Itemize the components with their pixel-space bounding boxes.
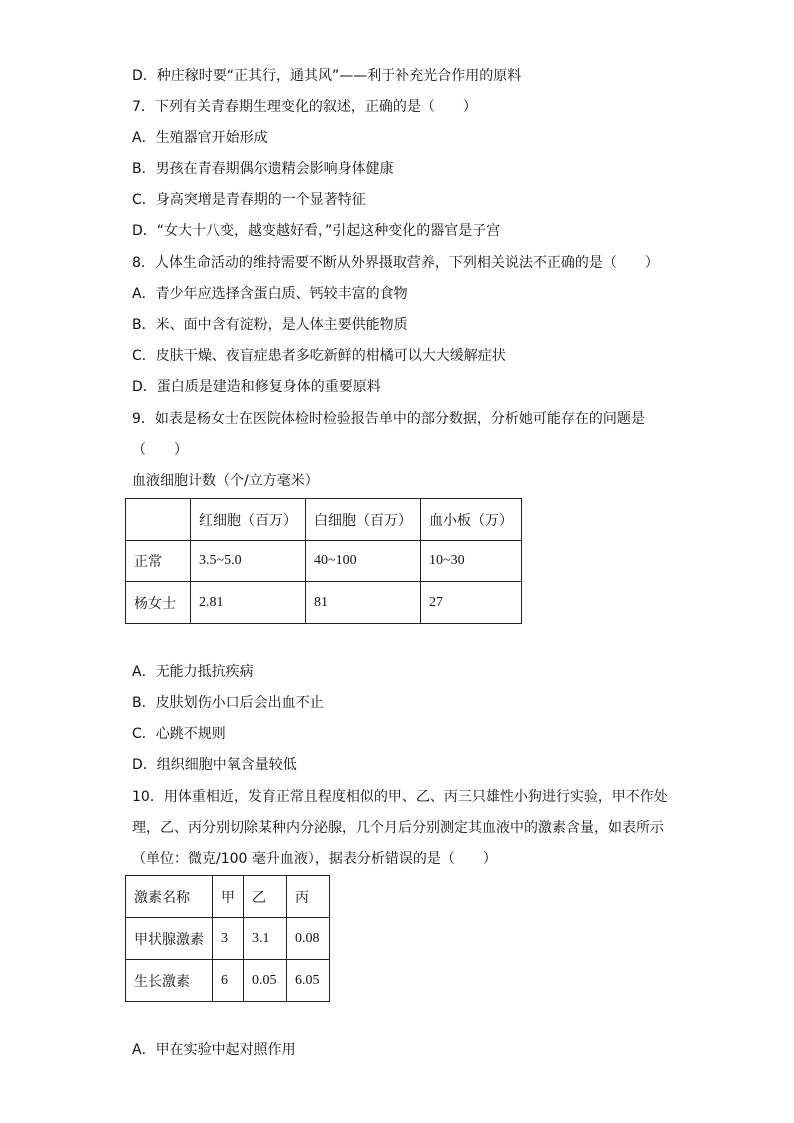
q8-option-a: A．青少年应选择含蛋白质、钙较丰富的食物 [132, 286, 408, 302]
table-cell: 10~30 [421, 541, 522, 582]
q7-option-b: B．男孩在青春期偶尔遗精会影响身体健康 [132, 161, 394, 177]
table-cell: 3.1 [244, 918, 287, 960]
q8-option-b: B．米、面中含有淀粉，是人体主要供能物质 [132, 317, 408, 333]
table-header-cell: 白细胞（百万） [306, 499, 421, 541]
blood-count-table [125, 498, 522, 624]
table-header-cell [126, 499, 191, 541]
q10-stem-line1: 10．用体重相近，发育正常且程度相似的甲、乙、丙三只雄性小狗进行实验，甲不作处 [132, 789, 668, 805]
table-header-cell: 红细胞（百万） [191, 499, 306, 541]
table-header-row [126, 499, 522, 541]
q9-stem-line1: 9．如表是杨女士在医院体检时检验报告单中的部分数据，分析她可能存在的问题是 [132, 411, 645, 427]
table-header-row [126, 876, 330, 918]
q7-option-a: A．生殖器官开始形成 [132, 130, 268, 146]
table-row [126, 918, 330, 960]
hormone-table [125, 875, 330, 1002]
q9-option-a: A．无能力抵抗疾病 [132, 664, 254, 680]
q9-stem-line2: （ ） [132, 442, 188, 458]
q10-stem-line3: （单位：微克/100 毫升血液），据表分析错误的是（ ） [132, 851, 497, 867]
table-header-cell: 激素名称 [126, 876, 213, 918]
q8-option-d: D．蛋白质是建造和修复身体的重要原料 [132, 379, 381, 395]
row-label: 甲状腺激素 [126, 918, 213, 960]
table-cell: 3.5~5.0 [191, 541, 306, 582]
table-row [126, 582, 522, 624]
q8-option-c: C．皮肤干燥、夜盲症患者多吃新鲜的柑橘可以大大缓解症状 [132, 348, 506, 364]
q6-option-d: D．种庄稼时要“正其行，通其风”——利于补充光合作用的原料 [132, 68, 522, 84]
table-header-cell: 血小板（万） [421, 499, 522, 541]
table-cell: 3 [213, 918, 244, 960]
q8-stem: 8．人体生命活动的维持需要不断从外界摄取营养，下列相关说法不正确的是（ ） [132, 255, 659, 271]
table-cell: 40~100 [306, 541, 421, 582]
table-cell: 81 [306, 582, 421, 624]
table-header-cell: 甲 [213, 876, 244, 918]
table-row [126, 960, 330, 1002]
row-label: 杨女士 [126, 582, 191, 624]
table-cell: 0.05 [244, 960, 287, 1002]
table-cell: 6.05 [287, 960, 330, 1002]
q10-option-a: A．甲在实验中起对照作用 [132, 1042, 296, 1058]
table1-caption: 血液细胞计数（个/立方毫米） [132, 473, 319, 489]
q7-option-c: C．身高突增是青春期的一个显著特征 [132, 192, 366, 208]
row-label: 正常 [126, 541, 191, 582]
q9-option-b: B．皮肤划伤小口后会出血不止 [132, 695, 324, 711]
table-cell: 2.81 [191, 582, 306, 624]
row-label: 生长激素 [126, 960, 213, 1002]
table-cell: 6 [213, 960, 244, 1002]
q9-option-c: C．心跳不规则 [132, 726, 226, 742]
table-header-cell: 乙 [244, 876, 287, 918]
q7-option-d: D．“女大十八变，越变越好看，”引起这种变化的器官是子宫 [132, 223, 501, 239]
table-cell: 0.08 [287, 918, 330, 960]
q9-option-d: D．组织细胞中氧含量较低 [132, 757, 297, 773]
q10-stem-line2: 理，乙、丙分别切除某种内分泌腺，几个月后分别测定其血液中的激素含量，如表所示 [132, 820, 664, 836]
q7-stem: 7．下列有关青春期生理变化的叙述，正确的是（ ） [132, 99, 477, 115]
table-cell: 27 [421, 582, 522, 624]
table-row [126, 541, 522, 582]
table-header-cell: 丙 [287, 876, 330, 918]
